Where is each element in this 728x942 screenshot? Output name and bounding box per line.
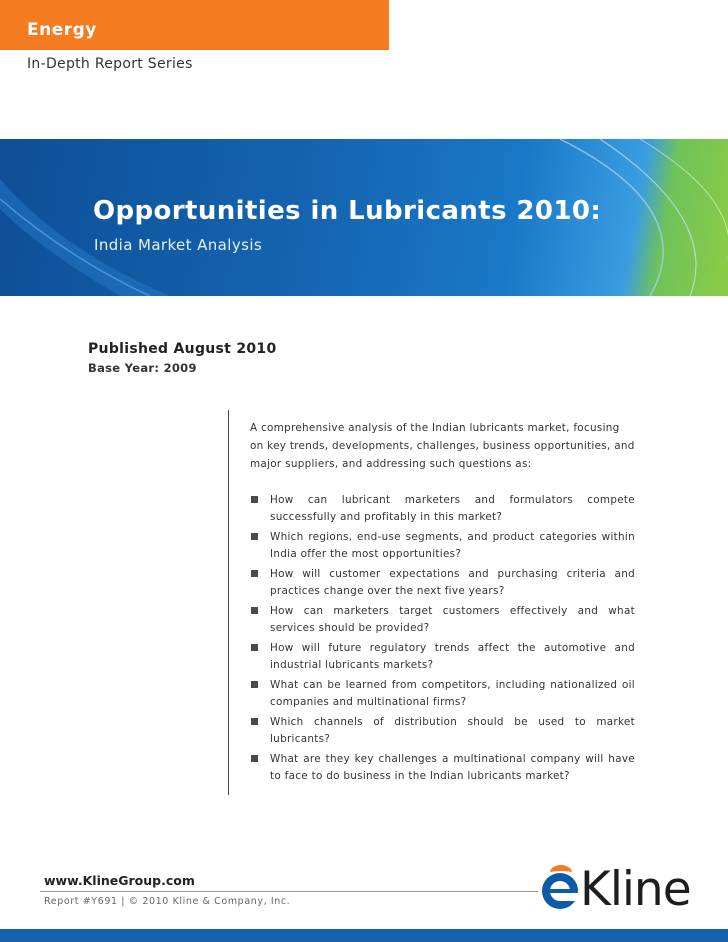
question-text: How will customer expectations and purchasing criteria and practices change over the next five years? <box>270 568 635 597</box>
published-date: Published August 2010 <box>88 341 277 357</box>
list-item <box>250 677 635 710</box>
question-text: How can marketers target customers effectively and what services should be provided? <box>270 605 635 634</box>
list-item <box>250 640 635 673</box>
website-link[interactable]: www.KlineGroup.com <box>44 873 195 888</box>
title-banner <box>0 139 728 296</box>
logo-e-mark-icon <box>542 873 578 909</box>
copyright-notice: Report #Y691 | © 2010 Kline & Company, Inc. <box>44 896 291 907</box>
square-bullet-icon <box>251 496 258 503</box>
square-bullet-icon <box>251 607 258 614</box>
list-item <box>250 751 635 784</box>
series-label: In-Depth Report Series <box>27 56 193 72</box>
list-item <box>250 492 635 525</box>
logo-wordmark: Kline <box>580 862 691 917</box>
question-text: What can be learned from competitors, including nationalized oil companies and multinational firms? <box>270 679 635 708</box>
square-bullet-icon <box>251 570 258 577</box>
category-label: Energy <box>27 20 97 40</box>
footer-divider <box>40 891 538 892</box>
column-divider <box>228 410 229 795</box>
square-bullet-icon <box>251 644 258 651</box>
list-item <box>250 603 635 636</box>
report-subtitle: India Market Analysis <box>94 236 263 254</box>
intro-paragraph: A comprehensive analysis of the Indian lubricants market, focusing on key trends, developments, challenges, business opportunities, and major suppliers, and addressing such questions as: <box>250 422 635 470</box>
question-list <box>250 492 635 788</box>
list-item <box>250 566 635 599</box>
category-tab <box>0 0 389 50</box>
list-item <box>250 529 635 562</box>
question-text: How can lubricant marketers and formulators compete successfully and profitably in this market? <box>270 494 635 523</box>
square-bullet-icon <box>251 533 258 540</box>
question-text: How will future regulatory trends affect the automotive and industrial lubricants markets? <box>270 642 635 671</box>
question-text: Which regions, end-use segments, and product categories within India offer the most opportunities? <box>270 531 635 560</box>
question-text: What are they key challenges a multinational company will have to face to do business in the Indian lubricants market? <box>270 753 635 782</box>
base-year: Base Year: 2009 <box>88 361 197 375</box>
square-bullet-icon <box>251 718 258 725</box>
kline-logo <box>542 862 702 917</box>
square-bullet-icon <box>251 681 258 688</box>
footer-bar <box>0 929 728 942</box>
list-item <box>250 714 635 747</box>
square-bullet-icon <box>251 755 258 762</box>
question-text: Which channels of distribution should be used to market lubricants? <box>270 716 635 745</box>
report-title: Opportunities in Lubricants 2010: <box>93 196 602 226</box>
